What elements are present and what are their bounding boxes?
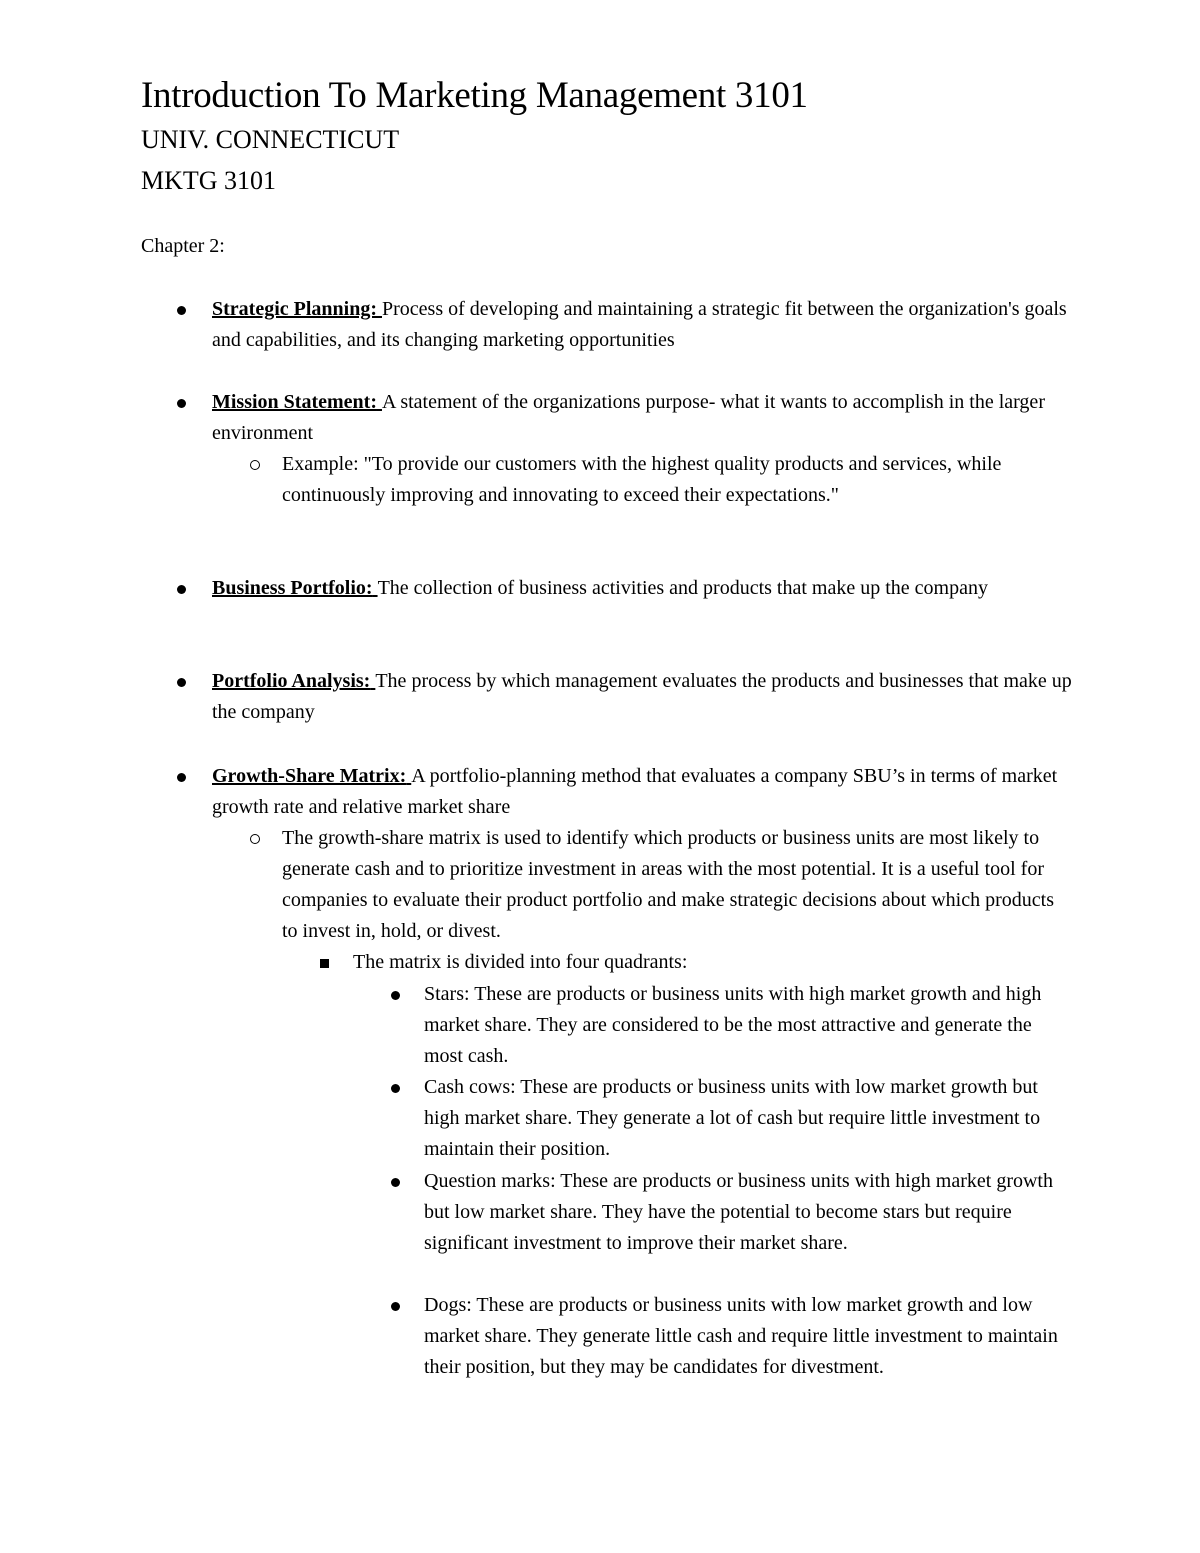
bullet-icon (177, 585, 186, 594)
chapter-heading: Chapter 2: (141, 235, 225, 257)
definition-business-portfolio: The collection of business activities and products that make up the company (377, 577, 988, 599)
list-item-mission-statement (212, 387, 1072, 449)
bullet-icon (177, 399, 186, 408)
hollow-bullet-icon (250, 460, 260, 470)
bullet-icon (391, 1178, 400, 1187)
term-growth-share-matrix: Growth-Share Matrix: (212, 765, 407, 787)
term-mission-statement: Mission Statement: (212, 391, 377, 413)
list-item-business-portfolio (212, 573, 1072, 604)
definition-portfolio-analysis: The process by which management evaluates the products and businesses that make up the company (212, 670, 1072, 723)
list-item-strategic-planning (212, 294, 1072, 356)
square-bullet-icon (320, 959, 329, 968)
quadrant-cash-cows: Cash cows: These are products or business units with low market growth but high market share. They generate a lot of cash but require little investment to maintain their position. (424, 1076, 1041, 1160)
bullet-icon (391, 1302, 400, 1311)
bullet-icon (391, 991, 400, 1000)
hollow-bullet-icon (250, 834, 260, 844)
list-item-portfolio-analysis (212, 666, 1072, 728)
document-title: Introduction To Marketing Management 3101 (141, 75, 808, 116)
definition-mission-statement: A statement of the organizations purpose- what it wants to accomplish in the larger environment (212, 391, 1045, 444)
bullet-icon (177, 306, 186, 315)
course-code: MKTG 3101 (141, 166, 277, 195)
term-strategic-planning: Strategic Planning: (212, 298, 377, 320)
growth-share-matrix-detail: The growth-share matrix is used to identify which products or business units are most likely to generate cash and to prioritize investment in areas with the most potential. It is a useful tool for companies to evaluate their product portfolio and make strategic decisions about which products to invest in, hold, or divest. (282, 827, 1054, 942)
definition-strategic-planning: Process of developing and maintaining a strategic fit between the organization's goals and capabilities, and its changing marketing opportunities (212, 298, 1067, 351)
bullet-icon (177, 773, 186, 782)
bullet-icon (391, 1084, 400, 1093)
list-item-growth-share-matrix (212, 761, 1072, 823)
definition-growth-share-matrix: A portfolio-planning method that evaluates a company SBU’s in terms of market growth rate and relative market share (212, 765, 1058, 818)
mission-statement-example: Example: "To provide our customers with the highest quality products and services, while continuously improving and innovating to exceed their expectations." (282, 453, 1002, 506)
university-name: UNIV. CONNECTICUT (141, 125, 400, 154)
quadrants-intro: The matrix is divided into four quadrants: (353, 951, 688, 973)
bullet-icon (177, 678, 186, 687)
quadrant-dogs: Dogs: These are products or business units with low market growth and low market share. They generate little cash and require little investment to maintain their position, but they may be candidates for divestment. (424, 1294, 1058, 1378)
term-portfolio-analysis: Portfolio Analysis: (212, 670, 371, 692)
quadrant-stars: Stars: These are products or business units with high market growth and high market share. They are considered to be the most attractive and generate the most cash. (424, 983, 1042, 1067)
quadrant-question-marks: Question marks: These are products or business units with high market growth but low market share. They have the potential to become stars but require significant investment to improve their market share. (424, 1170, 1053, 1254)
term-business-portfolio: Business Portfolio: (212, 577, 373, 599)
